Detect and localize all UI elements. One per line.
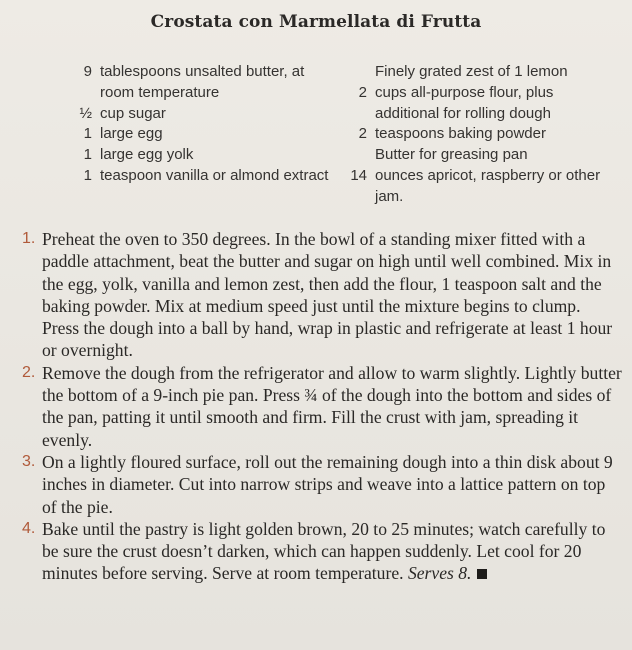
servings-note: Serves 8. bbox=[407, 563, 472, 584]
ingredient-item bbox=[345, 145, 605, 166]
instruction-step bbox=[22, 228, 622, 362]
ingredient-quantity: ½ bbox=[79, 104, 92, 122]
step-text bbox=[42, 518, 622, 585]
instruction-step bbox=[22, 451, 622, 518]
ingredient-quantity: 1 bbox=[83, 125, 92, 143]
ingredient-quantity: 2 bbox=[358, 125, 367, 143]
ingredient-item bbox=[345, 62, 605, 83]
instructions-list bbox=[22, 228, 622, 585]
ingredient-description: large egg bbox=[100, 125, 163, 143]
ingredient-quantity: 1 bbox=[83, 166, 92, 184]
ingredient-item bbox=[345, 166, 605, 208]
instruction-step bbox=[22, 518, 622, 585]
ingredients-right-column bbox=[345, 62, 605, 208]
ingredient-description: tablespoons unsalted butter, at room temperature bbox=[100, 63, 305, 101]
ingredient-quantity: 1 bbox=[83, 146, 92, 164]
ingredient-quantity: 14 bbox=[350, 166, 367, 184]
step-number: 4. bbox=[22, 519, 36, 537]
ingredient-quantity: 9 bbox=[83, 63, 92, 80]
ingredients-left-column bbox=[78, 62, 338, 187]
ingredient-description: teaspoons baking powder bbox=[375, 125, 546, 143]
ingredient-item bbox=[78, 124, 338, 145]
step-text: On a lightly floured surface, roll out the remaining dough into a thin disk about 9 inches in diameter. Cut into narrow strips and weave into a lattice pattern on top of the pie. bbox=[42, 451, 613, 517]
ingredient-item bbox=[78, 62, 338, 104]
ingredient-quantity bbox=[345, 145, 375, 166]
recipe-title: Crostata con Marmellata di Frutta bbox=[150, 12, 482, 32]
instruction-step bbox=[22, 362, 622, 451]
step-body: Bake until the pastry is light golden brown, 20 to 25 minutes; watch carefully to be sure the crust doesn’t darken, which can happen suddenly. Let cool for 20 minutes before serving. Serve at room temperature. bbox=[42, 518, 606, 584]
ingredient-description: teaspoon vanilla or almond extract bbox=[100, 166, 329, 184]
ingredient-description: Finely grated zest of 1 lemon bbox=[375, 63, 568, 80]
ingredient-item bbox=[78, 104, 338, 125]
ingredient-description: cups all-purpose flour, plus additional for rolling dough bbox=[375, 83, 554, 122]
ingredient-item bbox=[78, 145, 338, 166]
step-number: 2. bbox=[22, 363, 36, 381]
ingredient-quantity bbox=[345, 62, 375, 83]
step-text: Preheat the oven to 350 degrees. In the bowl of a standing mixer fitted with a paddle attachment, beat the butter and sugar on high until well combined. Mix in the egg, yolk, vanilla and lemon zest, then add the flour, 1 teaspoon salt and the baking powder. Mix at medium speed just until the mixture begins to clump. Press the dough into a ball by hand, wrap in plastic and refrigerate at least 1 hour or overnight. bbox=[42, 229, 613, 361]
ingredient-description: cup sugar bbox=[100, 104, 166, 122]
ingredient-quantity: 2 bbox=[358, 83, 367, 101]
ingredient-item bbox=[78, 166, 338, 187]
ingredient-description: Butter for greasing pan bbox=[375, 146, 528, 164]
end-of-article-icon bbox=[477, 569, 487, 579]
ingredient-description: large egg yolk bbox=[100, 146, 194, 164]
step-number: 3. bbox=[22, 452, 36, 470]
ingredient-description: ounces apricot, raspberry or other jam. bbox=[375, 166, 601, 205]
step-number: 1. bbox=[22, 230, 36, 247]
step-text: Remove the dough from the refrigerator and allow to warm slightly. Lightly butter the bottom of a 9-inch pie pan. Press ¾ of the dough into the bottom and sides of the pan, patting it until smooth and firm. Fill the crust with jam, spreading it evenly. bbox=[42, 362, 622, 450]
ingredient-item bbox=[345, 83, 605, 125]
ingredient-item bbox=[345, 124, 605, 145]
